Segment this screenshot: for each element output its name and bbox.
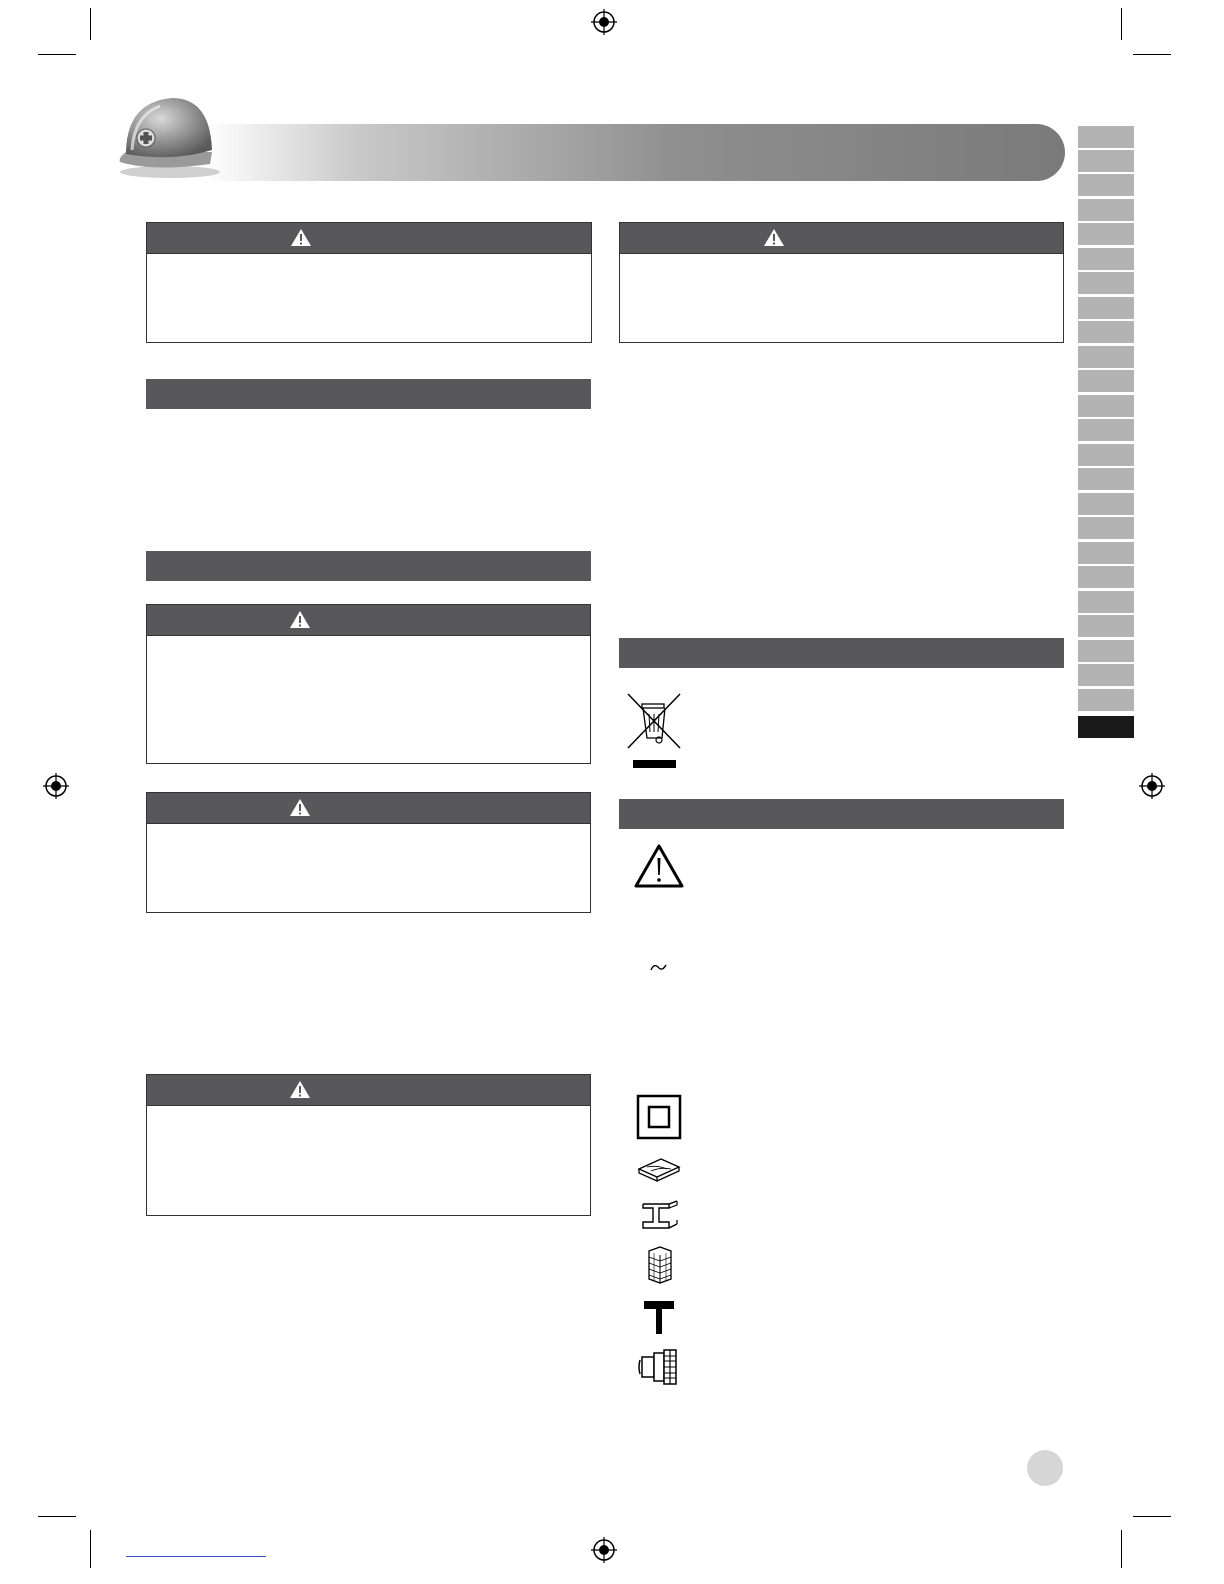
- language-tab[interactable]: [1078, 150, 1134, 172]
- language-tab[interactable]: [1078, 615, 1134, 637]
- section-header-bar: [146, 551, 591, 581]
- language-tab-active[interactable]: [1078, 716, 1134, 738]
- language-tab[interactable]: [1078, 566, 1134, 588]
- crop-mark: [90, 1530, 91, 1568]
- warning-triangle-icon: [289, 610, 311, 629]
- language-tab[interactable]: [1078, 419, 1134, 441]
- caution-triangle-icon: [633, 843, 685, 889]
- warning-header: [620, 223, 1063, 254]
- brick-wall-icon: [646, 1246, 674, 1284]
- crop-mark: [1121, 1530, 1122, 1568]
- crop-mark: [90, 8, 91, 40]
- warning-triangle-icon: [289, 1080, 311, 1099]
- page-number-marker: [1027, 1450, 1063, 1486]
- warning-triangle-icon: [289, 798, 311, 817]
- warning-box: [619, 222, 1064, 343]
- section-header-bar: [146, 379, 591, 409]
- section-header-bar: [619, 638, 1064, 668]
- warning-header: [147, 1075, 590, 1106]
- warning-box: [146, 792, 591, 913]
- crop-mark: [38, 54, 76, 55]
- language-tab[interactable]: [1078, 640, 1134, 662]
- warning-box: [146, 1074, 591, 1216]
- warning-header: [147, 793, 590, 824]
- language-tab[interactable]: [1078, 346, 1134, 368]
- language-tab[interactable]: [1078, 272, 1134, 294]
- warning-triangle-icon: [763, 228, 785, 247]
- language-tab[interactable]: [1078, 664, 1134, 686]
- language-tab[interactable]: [1078, 248, 1134, 270]
- warning-header: [147, 605, 590, 636]
- warning-box: [146, 222, 592, 343]
- language-tab[interactable]: [1078, 444, 1134, 466]
- crossed-out-wheelie-bin-icon: [624, 690, 684, 770]
- registration-mark-icon: [591, 9, 617, 35]
- language-tab[interactable]: [1078, 126, 1134, 148]
- language-tab[interactable]: [1078, 370, 1134, 392]
- section-header-bar: [619, 799, 1064, 829]
- language-tab[interactable]: [1078, 223, 1134, 245]
- header-banner: [205, 124, 1065, 181]
- language-tab[interactable]: [1078, 542, 1134, 564]
- chuck-icon: [636, 1348, 682, 1386]
- alternating-current-icon: [650, 962, 668, 974]
- hammer-icon: [642, 1299, 676, 1335]
- language-tab[interactable]: [1078, 689, 1134, 711]
- language-tab[interactable]: [1078, 493, 1134, 515]
- crop-mark: [38, 1516, 76, 1517]
- language-tab[interactable]: [1078, 199, 1134, 221]
- footer-link-underline[interactable]: [126, 1556, 266, 1557]
- warning-box: [146, 604, 591, 764]
- registration-mark-icon: [43, 773, 69, 799]
- language-tab[interactable]: [1078, 395, 1134, 417]
- safety-helmet-icon: [112, 92, 224, 180]
- language-tab[interactable]: [1078, 517, 1134, 539]
- warning-triangle-icon: [290, 228, 312, 247]
- crop-mark: [1121, 8, 1122, 40]
- language-tab[interactable]: [1078, 321, 1134, 343]
- steel-beam-icon: [639, 1200, 681, 1232]
- language-tab[interactable]: [1078, 174, 1134, 196]
- crop-mark: [1133, 1516, 1171, 1517]
- language-tab[interactable]: [1078, 468, 1134, 490]
- language-tab[interactable]: [1078, 297, 1134, 319]
- registration-mark-icon: [591, 1537, 617, 1563]
- wood-board-icon: [637, 1155, 681, 1183]
- crop-mark: [1133, 54, 1171, 55]
- registration-mark-icon: [1139, 773, 1165, 799]
- double-insulation-icon: [636, 1094, 682, 1140]
- language-tab[interactable]: [1078, 591, 1134, 613]
- warning-header: [147, 223, 591, 254]
